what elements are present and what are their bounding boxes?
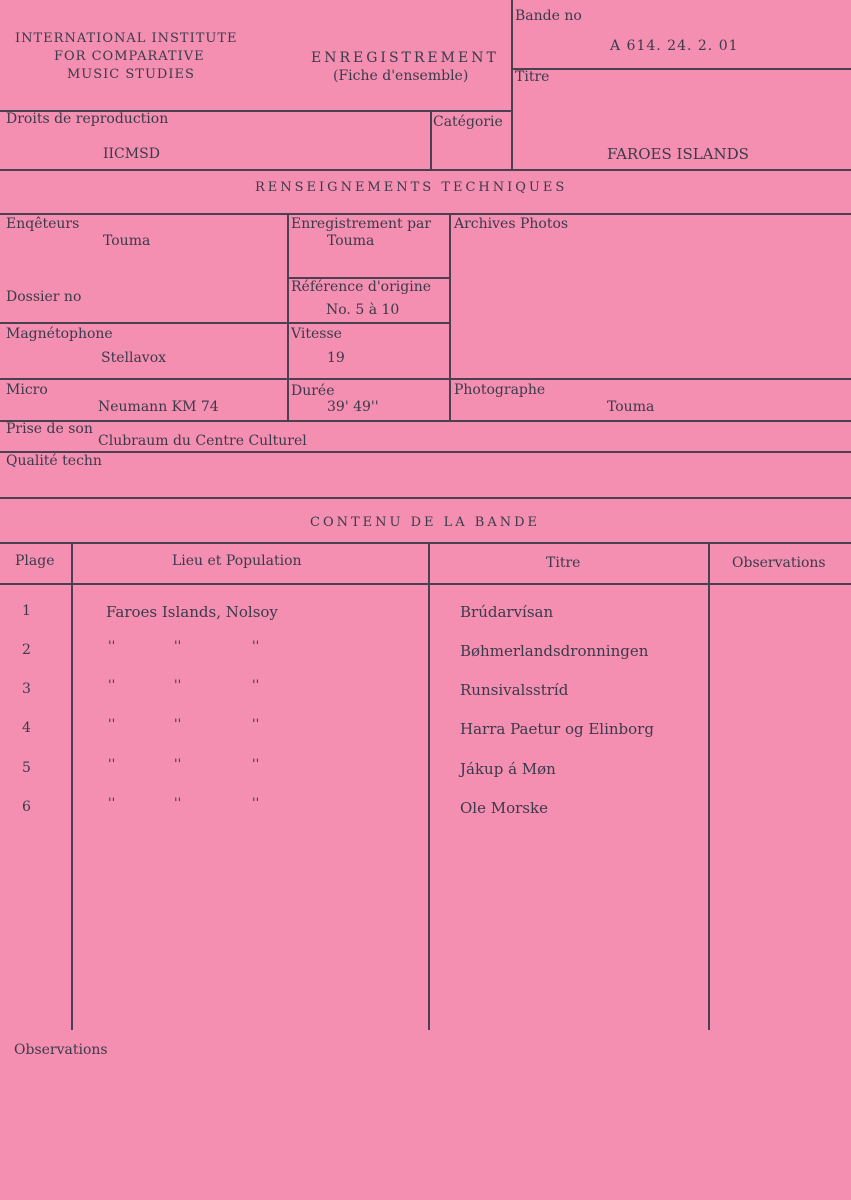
table-row-4-lieu-2: '' — [174, 717, 182, 732]
rule-h-table-top — [0, 542, 851, 544]
institute-line-3: MUSIC STUDIES — [67, 67, 195, 82]
rule-v-header-right — [511, 0, 513, 170]
rule-v-tech-1 — [287, 213, 289, 420]
qualite-label: Qualité techn — [6, 453, 102, 469]
reference-label: Référence d'origine — [291, 279, 432, 295]
column-header-observations: Observations — [732, 555, 826, 571]
enqueteurs-label: Enqêteurs — [6, 216, 80, 232]
table-row-4-lieu-3: '' — [252, 717, 260, 732]
table-row-1-lieu: Faroes Islands, Nolsoy — [106, 603, 278, 621]
rule-h-header-bottom — [0, 169, 851, 171]
vitesse-value: 19 — [327, 350, 345, 366]
enregistrement-label: Enregistrement par — [291, 216, 432, 232]
rule-h-tech-magneto — [0, 322, 449, 324]
table-row-3-lieu-1: '' — [108, 678, 116, 693]
archives-label: Archives Photos — [454, 216, 569, 232]
rule-h-table-header — [0, 583, 851, 585]
dossier-label: Dossier no — [6, 289, 82, 305]
table-row-5-lieu-2: '' — [174, 757, 182, 772]
table-row-1-plage: 1 — [22, 603, 31, 619]
technical-section-title: RENSEIGNEMENTS TECHNIQUES — [255, 180, 568, 195]
table-row-6-titre: Ole Morske — [460, 799, 548, 817]
institute-line-1: INTERNATIONAL INSTITUTE — [15, 31, 238, 46]
observations-label: Observations — [14, 1042, 108, 1058]
table-row-5-lieu-1: '' — [108, 757, 116, 772]
rule-v-table-2 — [428, 542, 430, 1030]
prise-value: Clubraum du Centre Culturel — [98, 433, 307, 449]
duree-value: 39' 49'' — [327, 399, 379, 415]
content-section-title: CONTENU DE LA BANDE — [310, 515, 541, 530]
column-header-plage: Plage — [15, 553, 55, 569]
rule-h-titre — [511, 68, 851, 70]
table-row-2-lieu-3: '' — [252, 639, 260, 654]
rule-h-tech-qualite — [0, 451, 851, 453]
table-row-4-titre: Harra Paetur og Elinborg — [460, 720, 654, 738]
table-row-5-plage: 5 — [22, 760, 31, 776]
enqueteurs-value: Touma — [103, 233, 151, 249]
table-row-5-lieu-3: '' — [252, 757, 260, 772]
micro-label: Micro — [6, 382, 48, 398]
vitesse-label: Vitesse — [291, 326, 342, 342]
photographe-label: Photographe — [454, 382, 546, 398]
rule-v-table-3 — [708, 542, 710, 1030]
categorie-label: Catégorie — [433, 114, 503, 130]
titre-label: Titre — [515, 69, 550, 85]
form-subtitle: (Fiche d'ensemble) — [333, 68, 469, 84]
rule-h-tech-top — [0, 213, 851, 215]
rule-h-tech-micro — [0, 378, 851, 380]
table-row-3-titre: Runsivalsstríd — [460, 681, 569, 699]
table-row-2-lieu-2: '' — [174, 639, 182, 654]
institute-line-2: FOR COMPARATIVE — [54, 49, 205, 64]
droits-value: IICMSD — [103, 146, 160, 162]
reference-value: No. 5 à 10 — [326, 302, 400, 318]
table-row-6-lieu-3: '' — [252, 796, 260, 811]
rule-v-categorie — [430, 110, 432, 170]
enregistrement-value: Touma — [327, 233, 375, 249]
rule-v-tech-2 — [449, 213, 451, 420]
table-row-4-plage: 4 — [22, 720, 31, 736]
column-header-titre: Titre — [546, 555, 581, 571]
magnetophone-value: Stellavox — [101, 350, 167, 366]
table-row-1-titre: Brúdarvísan — [460, 603, 554, 621]
magnetophone-label: Magnétophone — [6, 326, 113, 342]
rule-h-tech-bottom — [0, 497, 851, 499]
duree-label: Durée — [291, 383, 335, 399]
table-row-4-lieu-1: '' — [108, 717, 116, 732]
micro-value: Neumann KM 74 — [98, 399, 219, 415]
table-row-6-lieu-2: '' — [174, 796, 182, 811]
rule-h-tech-prise — [0, 420, 851, 422]
droits-label: Droits de reproduction — [6, 111, 169, 127]
titre-value: FAROES ISLANDS — [607, 145, 749, 163]
prise-label: Prise de son — [6, 421, 93, 437]
table-row-2-titre: Bøhmerlandsdronningen — [460, 642, 649, 660]
table-row-6-plage: 6 — [22, 799, 31, 815]
form-title: ENREGISTREMENT — [311, 50, 499, 66]
table-row-2-lieu-1: '' — [108, 639, 116, 654]
table-row-6-lieu-1: '' — [108, 796, 116, 811]
table-row-2-plage: 2 — [22, 642, 31, 658]
table-row-3-plage: 3 — [22, 681, 31, 697]
bande-label: Bande no — [515, 8, 582, 24]
rule-v-table-1 — [71, 542, 73, 1030]
table-row-3-lieu-3: '' — [252, 678, 260, 693]
bande-value: A 614. 24. 2. 01 — [610, 38, 739, 54]
table-row-5-titre: Jákup á Møn — [460, 760, 556, 778]
photographe-value: Touma — [607, 399, 655, 415]
table-row-3-lieu-2: '' — [174, 678, 182, 693]
column-header-lieu: Lieu et Population — [172, 553, 302, 569]
